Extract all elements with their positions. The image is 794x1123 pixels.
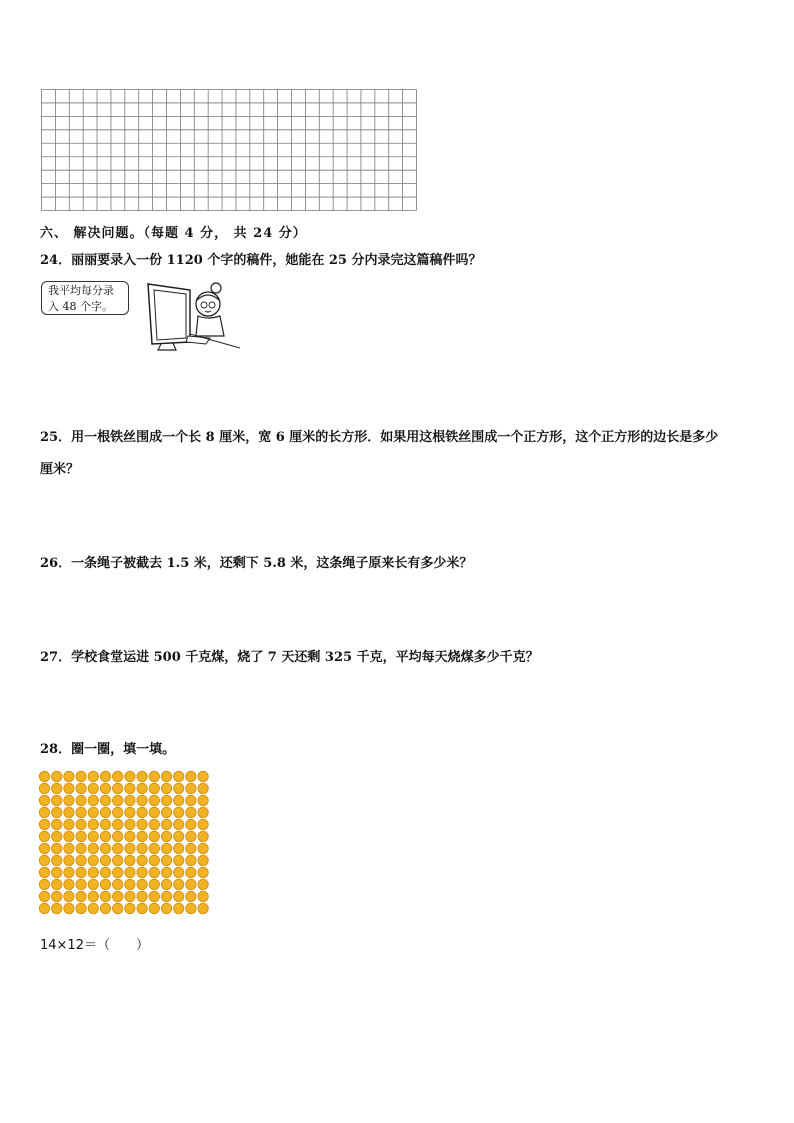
dot (137, 879, 147, 889)
dot (52, 903, 62, 913)
dot (161, 783, 171, 793)
dot (174, 771, 184, 781)
question-25-line-2: 厘米？ (40, 462, 80, 477)
dot (174, 891, 184, 901)
dot (113, 771, 123, 781)
dot (88, 771, 98, 781)
dot (174, 783, 184, 793)
dot (186, 783, 196, 793)
dot (174, 855, 184, 865)
dot (161, 867, 171, 877)
dot (149, 891, 159, 901)
dot (100, 831, 110, 841)
dot (149, 783, 159, 793)
dot (161, 855, 171, 865)
dot (149, 855, 159, 865)
dot (137, 891, 147, 901)
dot (100, 819, 110, 829)
dot (76, 855, 86, 865)
dot (149, 903, 159, 913)
dot (198, 903, 208, 913)
dot (198, 819, 208, 829)
dot (39, 795, 49, 805)
dot (149, 795, 159, 805)
dot (100, 843, 110, 853)
dot (125, 855, 135, 865)
multiplication-formula: 14×12＝（ ） (40, 938, 149, 953)
dot (113, 903, 123, 913)
dot (174, 819, 184, 829)
dot (125, 903, 135, 913)
dot (64, 903, 74, 913)
question-27: 27．学校食堂运进 500 千克煤，烧了 7 天还剩 325 千克，平均每天烧煤多少千克？ (40, 650, 539, 665)
dot (76, 879, 86, 889)
dot (52, 819, 62, 829)
dot (64, 831, 74, 841)
dot (198, 831, 208, 841)
dot (149, 771, 159, 781)
dot (52, 855, 62, 865)
dot (39, 891, 49, 901)
dot (125, 819, 135, 829)
dot (100, 867, 110, 877)
dot (88, 831, 98, 841)
dot (137, 855, 147, 865)
dot (125, 795, 135, 805)
dot (64, 879, 74, 889)
dot (186, 819, 196, 829)
dot (88, 891, 98, 901)
dot (88, 795, 98, 805)
dot (186, 879, 196, 889)
section-heading: 六、 解决问题。（每题 4 分， 共 24 分） (40, 226, 307, 241)
dot (39, 831, 49, 841)
dot (149, 843, 159, 853)
dot (88, 819, 98, 829)
dot (137, 795, 147, 805)
dot (113, 879, 123, 889)
dot (52, 879, 62, 889)
dot (88, 807, 98, 817)
dot (88, 843, 98, 853)
dot (88, 855, 98, 865)
dot (76, 795, 86, 805)
question-26: 26．一条绳子被截去 1.5 米，还剩下 5.8 米，这条绳子原来长有多少米？ (40, 556, 473, 571)
bubble-line-2: 入 48 个字。 (48, 300, 113, 313)
dot (198, 855, 208, 865)
dot (186, 855, 196, 865)
dot (174, 903, 184, 913)
dot (64, 783, 74, 793)
dot (149, 819, 159, 829)
dot (39, 783, 49, 793)
dot (161, 879, 171, 889)
dot (161, 795, 171, 805)
dot (149, 807, 159, 817)
dot (76, 891, 86, 901)
dot (113, 783, 123, 793)
dot (125, 771, 135, 781)
dot (52, 843, 62, 853)
dot (64, 771, 74, 781)
dot (88, 783, 98, 793)
dot (113, 891, 123, 901)
dot (161, 843, 171, 853)
dot (137, 867, 147, 877)
dot (64, 855, 74, 865)
dot (76, 807, 86, 817)
dot (161, 819, 171, 829)
dot (52, 831, 62, 841)
dot (100, 879, 110, 889)
dot (100, 783, 110, 793)
dot (198, 879, 208, 889)
dot (113, 819, 123, 829)
dot (39, 855, 49, 865)
dot (76, 771, 86, 781)
bubble-line-1: 我平均每分录 (48, 284, 114, 297)
dot (186, 831, 196, 841)
question-24: 24．丽丽要录入一份 1120 个字的稿件，她能在 25 分内录完这篇稿件吗？ (40, 253, 482, 268)
dot (88, 879, 98, 889)
dot (88, 903, 98, 913)
dot-array (38, 770, 214, 918)
dot (113, 843, 123, 853)
dot (39, 867, 49, 877)
dot (174, 807, 184, 817)
dot (174, 867, 184, 877)
dot (39, 843, 49, 853)
dot (161, 831, 171, 841)
dot (100, 771, 110, 781)
dot (125, 879, 135, 889)
dot (125, 867, 135, 877)
dot (64, 891, 74, 901)
dot (198, 795, 208, 805)
dot (186, 795, 196, 805)
dot (76, 783, 86, 793)
dot (198, 771, 208, 781)
dot (137, 903, 147, 913)
speech-bubble (41, 281, 129, 315)
dot (161, 903, 171, 913)
dot (137, 843, 147, 853)
dot (186, 771, 196, 781)
dot (88, 867, 98, 877)
dot (137, 783, 147, 793)
dot (52, 807, 62, 817)
dot (125, 891, 135, 901)
dot (198, 867, 208, 877)
dot (125, 807, 135, 817)
dot (76, 831, 86, 841)
dot (39, 903, 49, 913)
dot (198, 807, 208, 817)
dot (113, 807, 123, 817)
dot (186, 843, 196, 853)
dot (100, 903, 110, 913)
dot (149, 879, 159, 889)
dot (64, 843, 74, 853)
dot (100, 795, 110, 805)
dot (161, 807, 171, 817)
dot (174, 795, 184, 805)
dot (198, 843, 208, 853)
drawing-grid (41, 89, 417, 211)
dot (174, 843, 184, 853)
dot (113, 867, 123, 877)
dot (113, 831, 123, 841)
dot (64, 867, 74, 877)
dot (161, 891, 171, 901)
dot (149, 831, 159, 841)
dot (161, 771, 171, 781)
dot (125, 783, 135, 793)
dot (113, 795, 123, 805)
dot (100, 891, 110, 901)
dot (186, 903, 196, 913)
dot (39, 771, 49, 781)
dot (137, 831, 147, 841)
dot (174, 831, 184, 841)
dot (125, 831, 135, 841)
dot (76, 903, 86, 913)
dot (186, 867, 196, 877)
question-28: 28．圈一圈，填一填。 (40, 742, 176, 757)
dot (186, 891, 196, 901)
dot (52, 891, 62, 901)
question-25-line-1: 25．用一根铁丝围成一个长 8 厘米，宽 6 厘米的长方形．如果用这根铁丝围成一个正方形，这个正方形的边长是多少 (40, 430, 719, 445)
dot (198, 891, 208, 901)
dot (76, 867, 86, 877)
dot (149, 867, 159, 877)
dot (100, 855, 110, 865)
dot (125, 843, 135, 853)
dot (113, 855, 123, 865)
dot (64, 795, 74, 805)
dot (39, 879, 49, 889)
dot (137, 807, 147, 817)
dot (76, 843, 86, 853)
dot (198, 783, 208, 793)
dot (39, 819, 49, 829)
dot (137, 771, 147, 781)
dot (174, 879, 184, 889)
dot (76, 819, 86, 829)
dot (52, 867, 62, 877)
dot (64, 807, 74, 817)
dot (64, 819, 74, 829)
dot (100, 807, 110, 817)
dot (186, 807, 196, 817)
dot (52, 771, 62, 781)
dot (39, 807, 49, 817)
dot (52, 783, 62, 793)
dot (137, 819, 147, 829)
dot (52, 795, 62, 805)
